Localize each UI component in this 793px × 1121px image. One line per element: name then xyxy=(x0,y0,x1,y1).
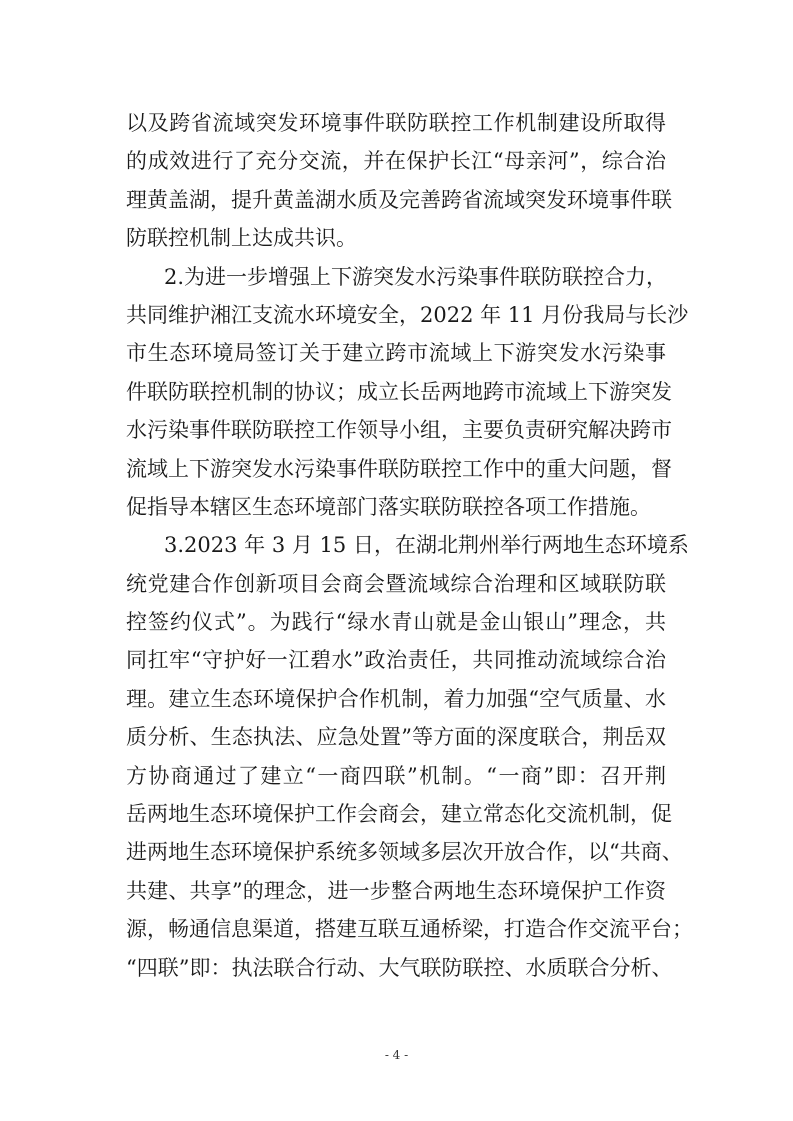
text-line: 方协商通过了建立“一商四联”机制。“一商”即：召开荆 xyxy=(126,763,666,788)
page-number: - 4 - xyxy=(384,1048,409,1062)
text-line: 防联控机制上达成共识。 xyxy=(126,226,357,251)
text-line: 流域上下游突发水污染事件联防联控工作中的重大问题，督 xyxy=(126,456,672,481)
body-text xyxy=(126,104,693,987)
text-line: 控签约仪式”。为践行“绿水青山就是金山银山”理念，共 xyxy=(126,610,666,635)
text-line: 以及跨省流域突发环境事件联防联控工作机制建设所取得 xyxy=(126,111,666,135)
text-line: 的成效进行了充分交流，并在保护长江“母亲河”，综合治 xyxy=(126,149,666,174)
text-line: 理。建立生态环境保护合作机制，着力加强“空气质量、水 xyxy=(126,686,666,711)
text-line: “四联”即：执法联合行动、大气联防联控、水质联合分析、 xyxy=(126,955,673,980)
text-line: 统党建合作创新项目会商会暨流域综合治理和区域联防联 xyxy=(126,571,666,596)
text-line: 同扛牢“守护好一江碧水”政治责任，共同推动流域综合治 xyxy=(126,648,666,673)
text-line: 2.为进一步增强上下游突发水污染事件联防联控合力， xyxy=(164,264,668,289)
text-line: 进两地生态环境保护系统多领域多层次开放合作，以“共商、 xyxy=(126,840,683,865)
text-line: 质分析、生态执法、应急处置”等方面的深度联合，荆岳双 xyxy=(126,725,666,750)
text-line: 水污染事件联防联控工作领导小组，主要负责研究解决跨市 xyxy=(126,418,672,443)
text-line: 理黄盖湖，提升黄盖湖水质及完善跨省流域突发环境事件联 xyxy=(126,187,672,212)
text-line: 促指导本辖区生态环境部门落实联防联控各项工作措施。 xyxy=(126,494,651,519)
text-line: 3.2023 年 3 月 15 日，在湖北荆州举行两地生态环境系 xyxy=(164,533,689,558)
text-line: 源，畅通信息渠道，搭建互联互通桥梁，打造合作交流平台； xyxy=(126,917,693,942)
text-line: 共建、共享”的理念，进一步整合两地生态环境保护工作资 xyxy=(126,878,666,903)
text-line: 市生态环境局签订关于建立跨市流域上下游突发水污染事 xyxy=(126,341,666,366)
text-line: 件联防联控机制的协议；成立长岳两地跨市流域上下游突发 xyxy=(126,379,672,404)
text-line: 岳两地生态环境保护工作会商会，建立常态化交流机制，促 xyxy=(126,802,672,827)
text-line: 共同维护湘江支流水环境安全，2022 年 11 月份我局与长沙 xyxy=(126,302,689,327)
